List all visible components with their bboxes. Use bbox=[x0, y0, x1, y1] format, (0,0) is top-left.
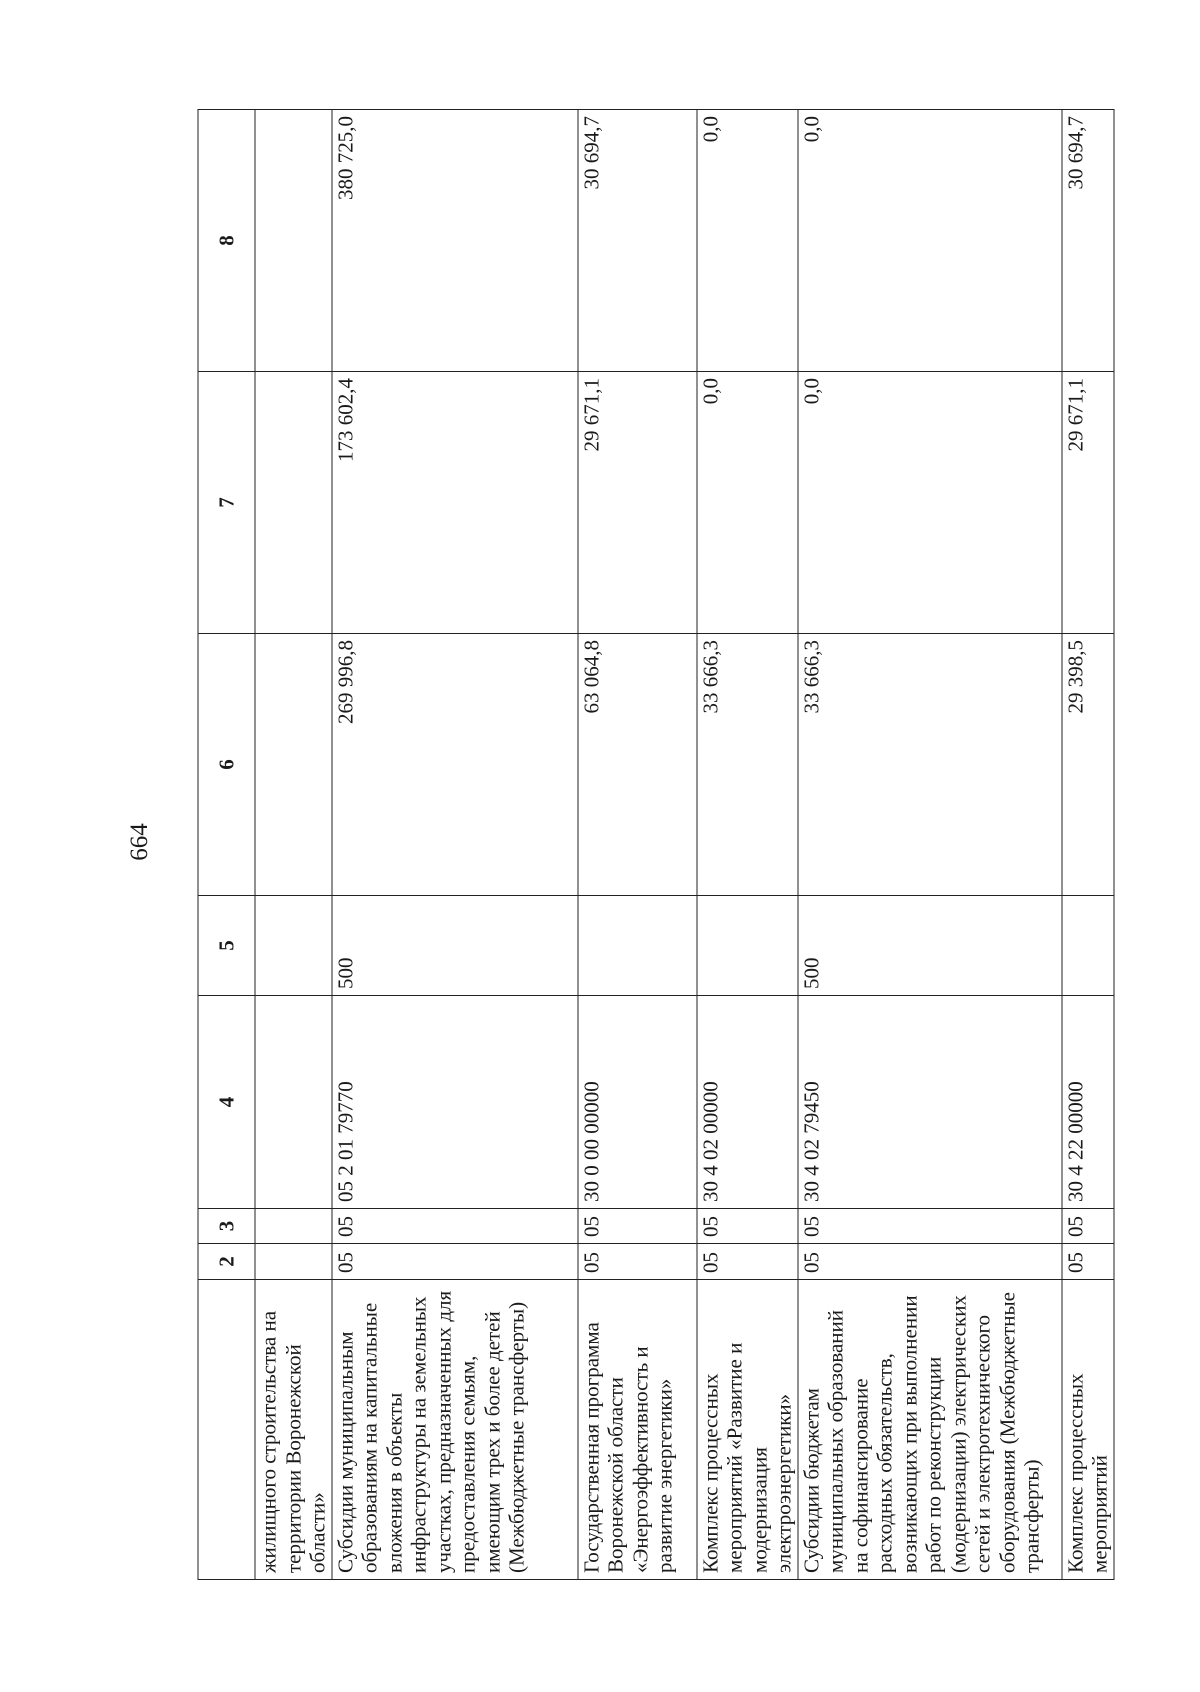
cell-col-7: 29 671,1 bbox=[577, 372, 696, 634]
cell-col-8: 30 694,7 bbox=[577, 110, 696, 372]
cell-col-2: 05 bbox=[1061, 1244, 1113, 1280]
cell-col-3: 05 bbox=[331, 1209, 577, 1244]
header-row bbox=[198, 110, 255, 1580]
cell-col-5: 500 bbox=[331, 896, 577, 996]
cell-col-8: 30 694,7 bbox=[1061, 110, 1113, 372]
cell-col-5 bbox=[577, 896, 696, 996]
table-row bbox=[255, 110, 332, 1580]
table-row bbox=[696, 110, 797, 1580]
cell-col-3: 05 bbox=[797, 1209, 1061, 1244]
cell-col-3: 05 bbox=[577, 1209, 696, 1244]
cell-col-4: 30 4 02 79450 bbox=[797, 996, 1061, 1209]
table-row bbox=[577, 110, 696, 1580]
header-col-2: 2 bbox=[198, 1244, 255, 1280]
header-col-3: 3 bbox=[198, 1209, 255, 1244]
cell-col-6: 269 996,8 bbox=[331, 634, 577, 896]
row-name: Государственная программа Воронежской области «Энергоэффективность и развитие энергетики» bbox=[577, 1280, 696, 1580]
cell-col-2: 05 bbox=[696, 1244, 797, 1280]
table-row bbox=[1061, 110, 1113, 1580]
page-number: 664 bbox=[126, 823, 153, 861]
cell-col-4: 05 2 01 79770 bbox=[331, 996, 577, 1209]
cell-col-7: 173 602,4 bbox=[331, 372, 577, 634]
cell-col-5 bbox=[1061, 896, 1113, 996]
cell-col-8: 0,0 bbox=[797, 110, 1061, 372]
cell-col-3: 05 bbox=[1061, 1209, 1113, 1244]
cell-col-8: 0,0 bbox=[696, 110, 797, 372]
cell-col-2: 05 bbox=[797, 1244, 1061, 1280]
cell-col-6: 33 666,3 bbox=[797, 634, 1061, 896]
row-name: жилищного строительства на территории Воронежской области» bbox=[255, 1280, 332, 1580]
cell-col-7: 0,0 bbox=[797, 372, 1061, 634]
cell-col-4: 30 4 22 00000 bbox=[1061, 996, 1113, 1209]
cell-col-6: 33 666,3 bbox=[696, 634, 797, 896]
cell-col-5 bbox=[696, 896, 797, 996]
cell-col-6 bbox=[255, 634, 332, 896]
cell-col-6: 63 064,8 bbox=[577, 634, 696, 896]
row-name: Субсидии муниципальным образованиям на капитальные вложения в объекты инфраструктуры на земельных участках, предназначенных для предоставления семьям, имеющим трех и более детей (Межбюджетные трансферты) bbox=[331, 1280, 577, 1580]
budget-table bbox=[197, 109, 1114, 1580]
cell-col-4: 30 4 02 00000 bbox=[696, 996, 797, 1209]
cell-col-7: 29 671,1 bbox=[1061, 372, 1113, 634]
cell-col-8 bbox=[255, 110, 332, 372]
cell-col-5 bbox=[255, 896, 332, 996]
cell-col-8: 380 725,0 bbox=[331, 110, 577, 372]
header-col-6: 6 bbox=[198, 634, 255, 896]
table-row bbox=[797, 110, 1061, 1580]
cell-col-3 bbox=[255, 1209, 332, 1244]
cell-col-7: 0,0 bbox=[696, 372, 797, 634]
row-name: Комплекс процессных мероприятий bbox=[1061, 1280, 1113, 1580]
cell-col-7 bbox=[255, 372, 332, 634]
cell-col-4: 30 0 00 00000 bbox=[577, 996, 696, 1209]
table-row bbox=[331, 110, 577, 1580]
header-col-5: 5 bbox=[198, 896, 255, 996]
cell-col-2: 05 bbox=[577, 1244, 696, 1280]
cell-col-5: 500 bbox=[797, 896, 1061, 996]
cell-col-6: 29 398,5 bbox=[1061, 634, 1113, 896]
header-col-8: 8 bbox=[198, 110, 255, 372]
header-col-7: 7 bbox=[198, 372, 255, 634]
row-name: Комплекс процессных мероприятий «Развитие и модернизация электроэнергетики» bbox=[696, 1280, 797, 1580]
row-name: Субсидии бюджетам муниципальных образований на софинансирование расходных обязательств, возникающих при выполнении работ по реконструкции (модернизации) электрических сетей и электротехнического оборудования (Межбюджетные трансферты) bbox=[797, 1280, 1061, 1580]
budget-table-container bbox=[197, 110, 1111, 1580]
header-col-4: 4 bbox=[198, 996, 255, 1209]
cell-col-4 bbox=[255, 996, 332, 1209]
cell-col-3: 05 bbox=[696, 1209, 797, 1244]
cell-col-2: 05 bbox=[331, 1244, 577, 1280]
header-name bbox=[198, 1280, 255, 1580]
cell-col-2 bbox=[255, 1244, 332, 1280]
